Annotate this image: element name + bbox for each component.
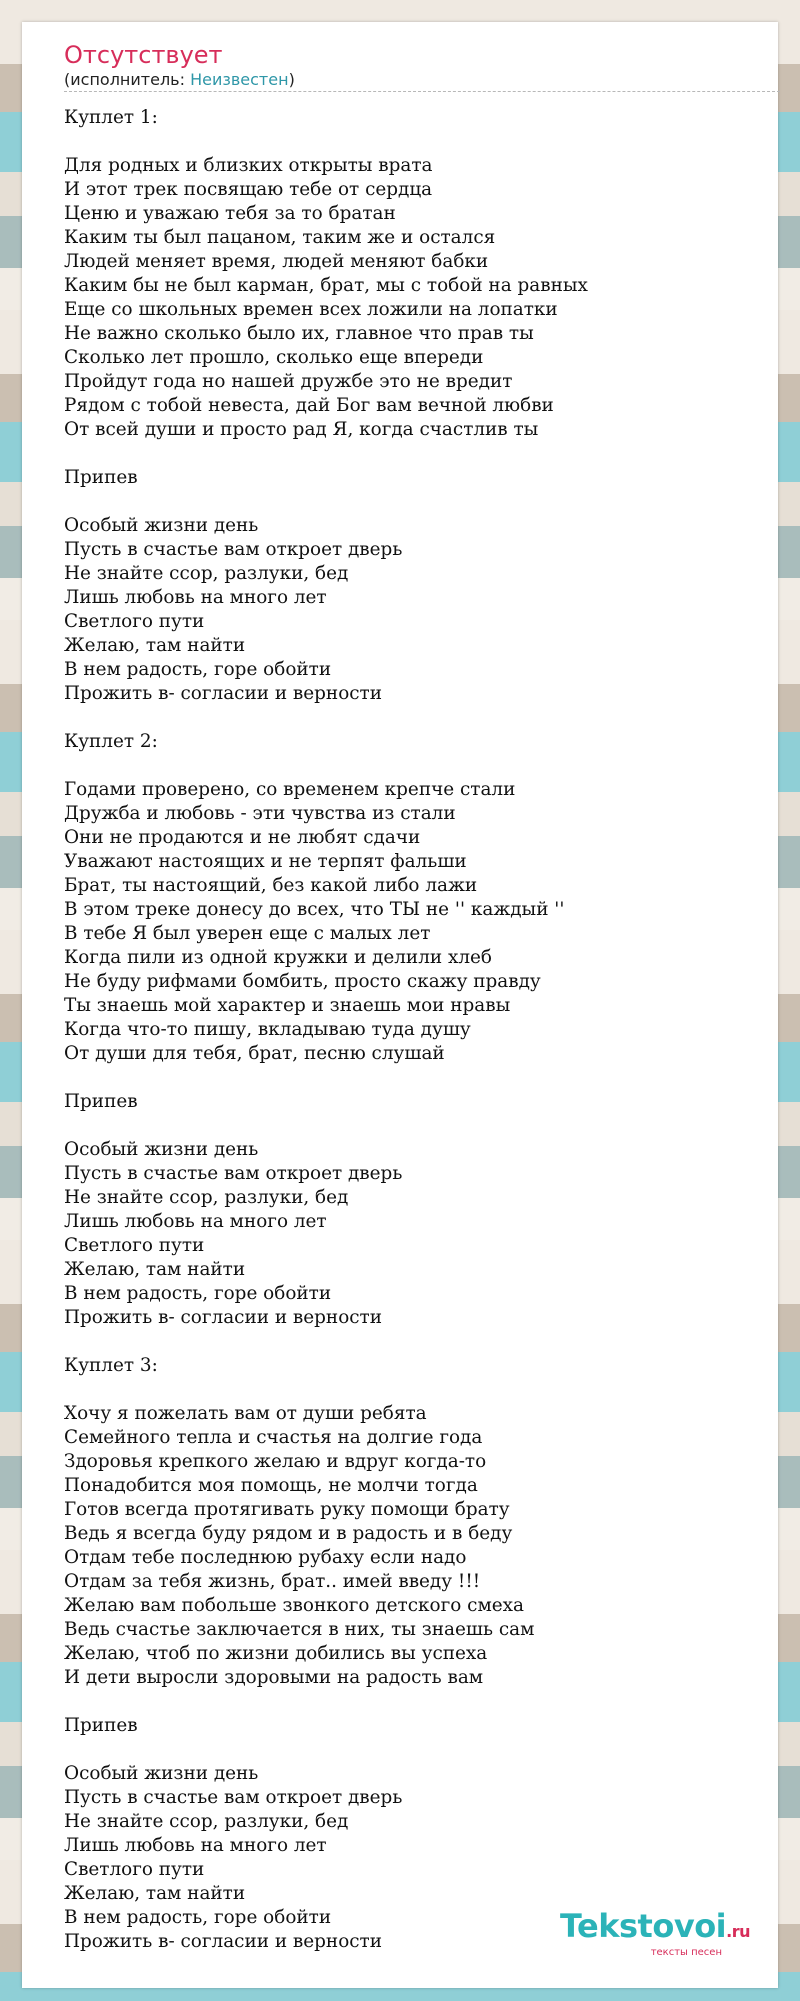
lyric-line: Ты знаешь мой характер и знаешь мои нравы [64,995,511,1016]
lyric-line: Особый жизни день [64,515,259,536]
song-title: Отсутствует [64,41,223,69]
lyric-line: Готов всегда протягивать руку помощи брату [64,1499,510,1520]
artist-line [64,70,780,92]
lyric-line: Светлого пути [64,611,205,632]
lyric-line: Еще со школьных времен всех ложили на лопатки [64,299,558,320]
lyric-line: Особый жизни день [64,1139,259,1160]
lyric-line: Дружба и любовь - эти чувства из стали [64,803,456,824]
lyric-line [64,442,758,466]
artist-suffix: ) [288,70,295,89]
lyric-line: И этот трек посвящаю тебе от сердца [64,179,433,200]
lyric-line: Хочу я пожелать вам от души ребята [64,1403,427,1424]
lyric-line: Понадобится моя помощь, не молчи тогда [64,1475,478,1496]
lyric-line: Особый жизни день [64,1763,259,1784]
lyric-line: Светлого пути [64,1235,205,1256]
lyrics-card [22,22,778,1988]
lyric-line: Пусть в счастье вам откроет дверь [64,1163,403,1184]
lyric-line: Припев [64,1715,138,1736]
lyric-line: В тебе Я был уверен еще с малых лет [64,923,431,944]
artist-link[interactable]: Неизвестен [190,70,289,89]
lyric-line [64,490,758,514]
lyric-line: Пройдут года но нашей дружбе это не вредит [64,371,513,392]
lyric-line: В нем радость, горе обойти [64,659,332,680]
lyric-line [64,1114,758,1138]
lyric-line: Ведь счастье заключается в них, ты знаешь сам [64,1619,535,1640]
lyric-line: Прожить в- согласии и верности [64,1307,382,1328]
lyric-line: Людей меняет время, людей меняют бабки [64,251,489,272]
lyric-line: Желаю вам побольше звонкого детского смеха [64,1595,524,1616]
lyric-line: Семейного тепла и счастья на долгие года [64,1427,483,1448]
lyric-line: Куплет 1: [64,107,158,128]
lyric-line: Рядом с тобой невеста, дай Бог вам вечной любви [64,395,554,416]
lyric-line [64,1738,758,1762]
lyric-line [64,1330,758,1354]
lyric-line: Куплет 2: [64,731,158,752]
lyric-line [64,754,758,778]
lyric-line: От души для тебя, брат, песню слушай [64,1043,445,1064]
lyric-line: Не знайте ссор, разлуки, бед [64,563,349,584]
lyric-line: Уважают настоящих и не терпят фальши [64,851,467,872]
lyric-line: Прожить в- согласии и верности [64,683,382,704]
lyric-line: Когда пили из одной кружки и делили хлеб [64,947,492,968]
logo-tld: .ru [726,1922,750,1941]
lyric-line: Лишь любовь на много лет [64,1211,327,1232]
lyric-line: Желаю, там найти [64,635,246,656]
lyric-line: Здоровья крепкого желаю и вдруг когда-то [64,1451,487,1472]
lyric-line: Для родных и близких открыты врата [64,155,433,176]
lyric-line: Ценю и уважаю тебя за то братан [64,203,396,224]
lyric-line: Не буду рифмами бомбить, просто скажу правду [64,971,541,992]
lyric-line: Пусть в счастье вам откроет дверь [64,539,403,560]
lyric-line: Припев [64,1091,138,1112]
lyric-line: Лишь любовь на много лет [64,587,327,608]
lyric-line: Припев [64,467,138,488]
lyric-line: Желаю, там найти [64,1883,246,1904]
lyric-line: Не знайте ссор, разлуки, бед [64,1811,349,1832]
lyric-line: Светлого пути [64,1859,205,1880]
lyric-line: Пусть в счастье вам откроет дверь [64,1787,403,1808]
lyric-line: Они не продаются и не любят сдачи [64,827,421,848]
lyric-line [64,130,758,154]
lyric-line: Брат, ты настоящий, без какой либо лажи [64,875,478,896]
lyric-line: Куплет 3: [64,1355,158,1376]
lyric-line: Лишь любовь на много лет [64,1835,327,1856]
lyric-line: Ведь я всегда буду рядом и в радость и в беду [64,1523,513,1544]
logo-subtitle: тексты песен [650,1947,722,1958]
lyric-line: Отдам за тебя жизнь, брат.. имей введу !!! [64,1571,481,1592]
lyric-line: Желаю, там найти [64,1259,246,1280]
lyric-line: Отдам тебе последнюю рубаху если надо [64,1547,467,1568]
lyric-line [64,706,758,730]
lyric-line: Каким ты был пацаном, таким же и остался [64,227,496,248]
site-logo[interactable] [560,1909,750,1958]
logo-text: Tekstovoi [559,1907,727,1945]
lyric-line: Желаю, чтоб по жизни добились вы успеха [64,1643,488,1664]
lyric-line: Не знайте ссор, разлуки, бед [64,1187,349,1208]
lyric-line: Каким бы не был карман, брат, мы с тобой на равных [64,275,588,296]
lyric-line: В этом треке донесу до всех, что ТЫ не '' каждый '' [64,899,565,920]
lyric-line: Не важно сколько было их, главное что прав ты [64,323,534,344]
lyric-line [64,1378,758,1402]
lyric-line: От всей души и просто рад Я, когда счастлив ты [64,419,539,440]
artist-prefix: (исполнитель: [64,70,191,89]
lyric-line: В нем радость, горе обойти [64,1907,332,1928]
lyric-line [64,1066,758,1090]
lyric-line: Когда что-то пишу, вкладываю туда душу [64,1019,471,1040]
lyric-line: И дети выросли здоровыми на радость вам [64,1667,484,1688]
lyric-line: Прожить в- согласии и верности [64,1931,382,1952]
lyric-line [64,1690,758,1714]
lyric-line: Сколько лет прошло, сколько еще впереди [64,347,484,368]
lyric-line: В нем радость, горе обойти [64,1283,332,1304]
lyrics-text [64,106,758,1954]
lyric-line: Годами проверено, со временем крепче стали [64,779,516,800]
